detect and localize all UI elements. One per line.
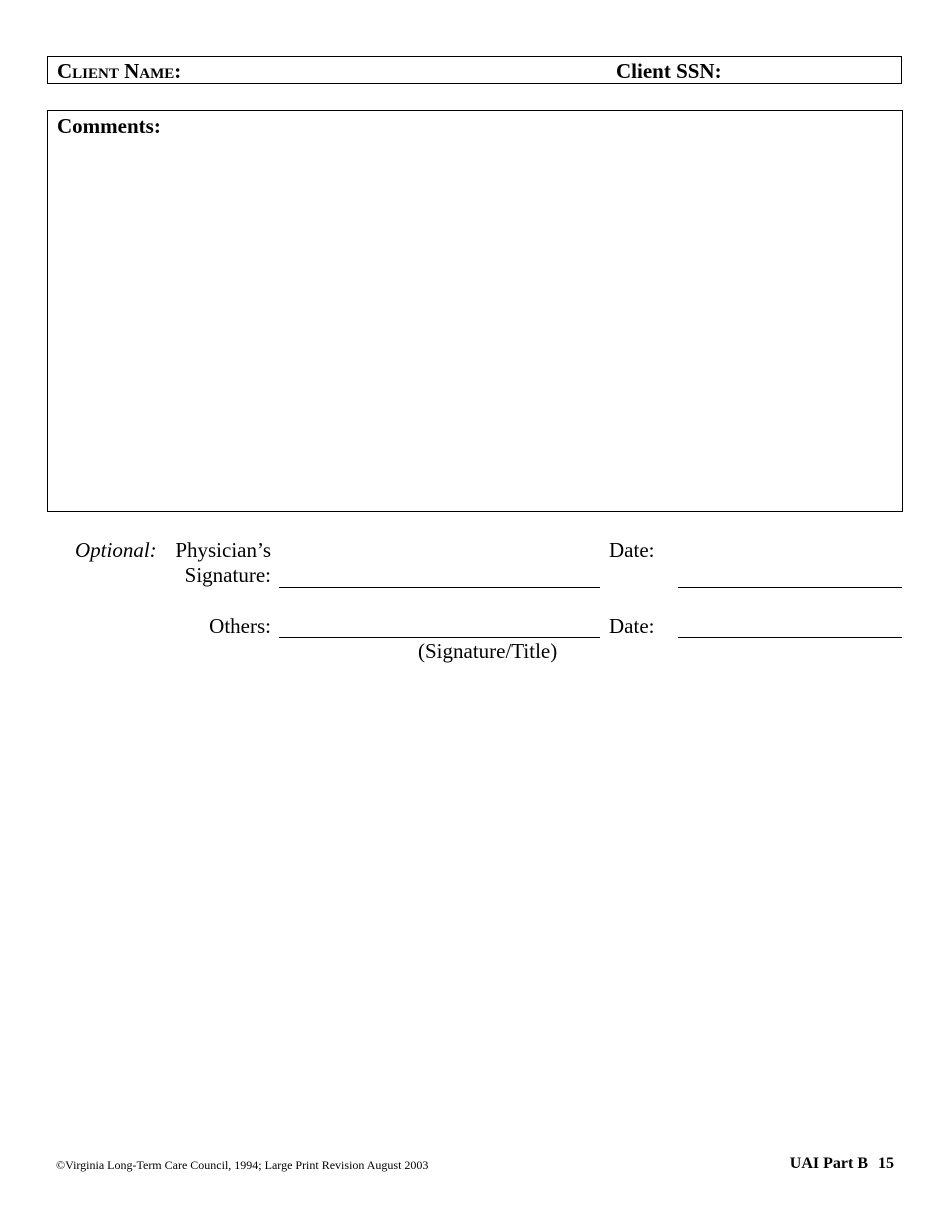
physician-signature-line[interactable] xyxy=(279,587,600,588)
copyright-footer: ©Virginia Long-Term Care Council, 1994; Large Print Revision August 2003 xyxy=(56,1158,429,1172)
others-date-line[interactable] xyxy=(678,637,902,638)
optional-label: Optional: xyxy=(75,538,157,562)
client-header-box xyxy=(47,56,902,84)
others-date-label: Date: xyxy=(609,614,655,638)
comments-label: Comments: xyxy=(57,114,161,138)
form-part-label: UAI Part B xyxy=(789,1155,868,1172)
others-signature-line[interactable] xyxy=(279,637,600,638)
signature-title-caption: (Signature/Title) xyxy=(418,639,558,663)
physician-date-label: Date: xyxy=(609,538,655,562)
others-label: Others: xyxy=(209,614,271,638)
physician-date-line[interactable] xyxy=(678,587,902,588)
page-footer xyxy=(790,1155,894,1173)
client-name-label: Client Name: xyxy=(57,59,182,83)
client-ssn-label: Client SSN: xyxy=(616,59,722,83)
signature-label: Signature: xyxy=(184,563,271,587)
physician-label: Physician’s xyxy=(175,538,271,562)
comments-box xyxy=(47,110,903,512)
page-number: 15 xyxy=(878,1155,894,1172)
comments-field[interactable] xyxy=(56,143,894,503)
